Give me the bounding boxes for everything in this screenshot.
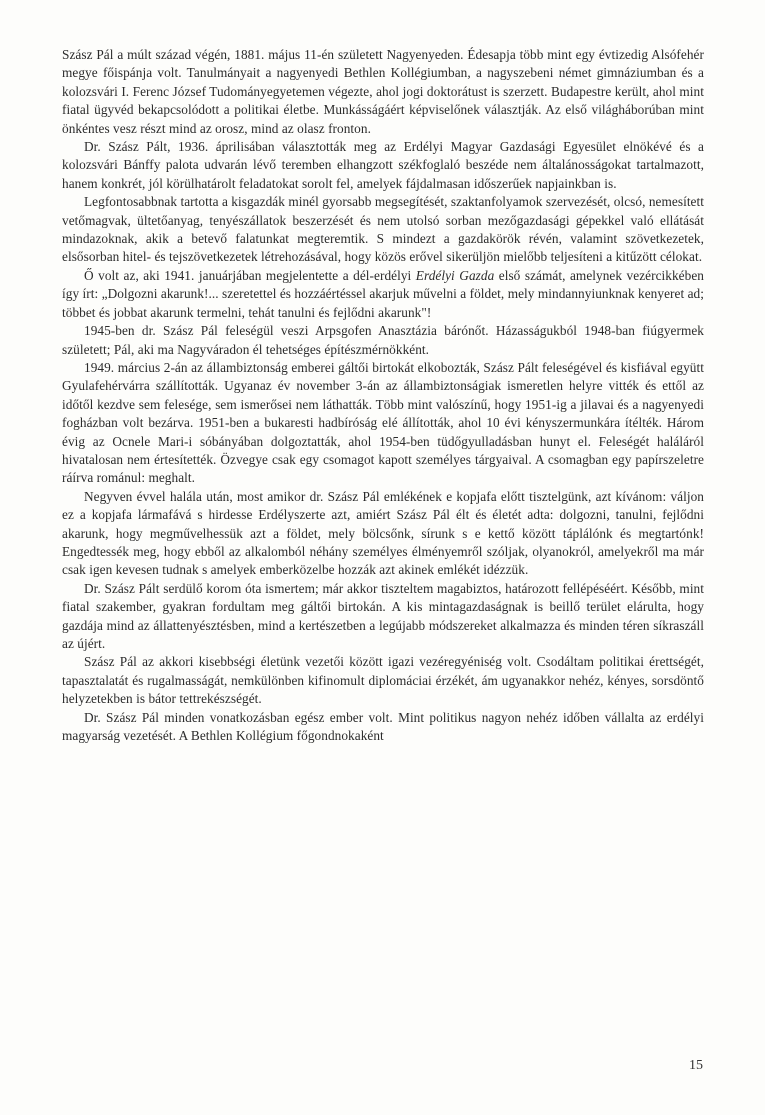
page-number: 15	[689, 1058, 703, 1073]
paragraph-priorities: Legfontosabbnak tartotta a kisgazdák minél gyorsabb megsegítését, szaktanfolyamok szervezését, olcsó, nemesített vetőmagvak, ültetőanyag, tenyészállatok beszerzését és nem utolsó sorban mezőgazdasági gépekkel való ellátását mindazoknak, akik a betevő falatunkat megteremtik. S mindezt a gazdakörök révén, valamint szövetkezetek, elsősorban hitel- és tejszövetkezetek létrehozásával, hogy közös erővel sikerüljön mielőbb teljesíteni a kitűzött célokat.	[62, 194, 704, 265]
body-text	[62, 46, 704, 745]
paragraph-whole-man: Dr. Szász Pál minden vonatkozásban egész ember volt. Mint politikus nagyon nehéz időben vállalta az erdélyi magyarság vezetését. A Bethlen Kollégium főgondnokaként	[62, 709, 704, 744]
paragraph-1949-arrest: 1949. március 2-án az állambiztonság emberei gáltői birtokát elkobozták, Szász Pált feleségével és kisfiával együtt Gyulafehérvárra szállították. Ugyanaz év november 3-án az állambiztonságiak ismeretlen helyre vitték és ettől az időtől kezdve sem felesége, sem ismerősei nem láthatták. Több mint valószínű, hogy 1951-ig a jilavai és a nagyenyedi fogházban volt bezárva. 1951-ben a bukaresti hadbíróság elé állították, ahol 10 évi kényszermunkára ítélték. Három évig az Ocnele Mari-i sóbányában dolgoztatták, ahol 1954-ben tüdőgyulladásban hunyt el. Feleségét haláláról hivatalosan nem értesítették. Özvegye csak egy csomagot kapott személyes tárgyaival. A csomagban egy papírszeletre ráírva románul: meghalt.	[62, 359, 704, 486]
paragraph-1936-election: Dr. Szász Pált, 1936. áprilisában választották meg az Erdélyi Magyar Gazdasági Egyesület elnökévé és a kolozsvári Bánffy palota udvarán lévő teremben elhangzott székfoglaló beszéde nem általánosságokat tartalmazott, hanem konkrét, jól körülhatárolt feladatokat sorolt fel, amelyek fájdalmasan időszerűek napjainkban is.	[62, 139, 704, 191]
magazine-title: Erdélyi Gazda	[415, 267, 495, 283]
paragraph-memorial: Negyven évvel halála után, most amikor dr. Szász Pál emlékének e kopjafa előtt tisztelgünk, azt kívánom: váljon ez a kopjafa lármafává s hirdesse Erdélyszerte azt, amiért Szász Pál élt és életét adta: dolgozni, tanulni, fejlődni akarunk, hogy megművelhessük azt a földet, mely bölcsőnk, sírunk s e kettő között táplálónk és megtartónk! Engedtessék meg, hogy ebből az alkalomból néhány személyes élményemről szóljak, olyanokról, amelyekről ma már csak igen kevesen tudnak s amelyek emberközelbe hozzák azt akinek emlékét idézzük.	[62, 488, 704, 578]
paragraph-marriage: 1945-ben dr. Szász Pál feleségül veszi Arpsgofen Anasztázia bárónőt. Házasságukból 1948-ban fiúgyermek született; Pál, aki ma Nagyváradon él tehetséges építészmérnökként.	[62, 323, 704, 357]
paragraph-leadership: Szász Pál az akkori kisebbségi életünk vezetői között igazi vezéregyéniség volt. Csodáltam politikai érettségét, tapasztalatát és rugalmasságát, nemkülönben kifinomult diplomáciai érzékét, ám ugyanakkor nehéz, kényes, sorsdöntő helyzetekben is bátor tettrekészségét.	[62, 654, 704, 707]
paragraph-biography-intro: Szász Pál a múlt század végén, 1881. május 11-én született Nagyenyeden. Édesapja több mint egy évtizedig Alsófehér megye főispánja volt. Tanulmányait a nagyenyedi Bethlen Kollégiumban, a nagyszebeni német gimnáziumban és a kolozsvári I. Ferenc József Tudományegyetemen végezte, ahol jogi doktorátust is szerzett. Budapestre került, ahol mint fiatal ügyvéd bekapcsolódott a politikai életbe. Munkásságáért képviselőnek választják. Az első világháborúban mint önkéntes vesz részt mind az orosz, mind az olasz fronton.	[62, 47, 704, 136]
paragraph-erdelyi-gazda: Ő volt az, aki 1941. januárjában megjelentette a dél-erdélyi Erdélyi Gazda első számát, amelynek vezércikkében így írt: „Dolgozni akarunk!... szeretettel és hozzáértéssel akarjuk művelni a földet, mely mindannyiunknak kenyeret ad; többet és jobbat akarunk termelni, tehát tanulni és fejlődni akarunk"!	[62, 267, 704, 320]
paragraph-personal-memory: Dr. Szász Pált serdülő korom óta ismertem; már akkor tiszteltem magabiztos, határozott fellépéséért. Később, mint fiatal szakember, gyakran fordultam meg gáltői birtokán. A kis mintagazdaságnak is beillő terület elárulta, hogy gazdája mind az állattenyésztésben, mind a kertészetben a legújabb módszereket alkalmazza és minden téren síkraszáll az újért.	[62, 580, 704, 651]
